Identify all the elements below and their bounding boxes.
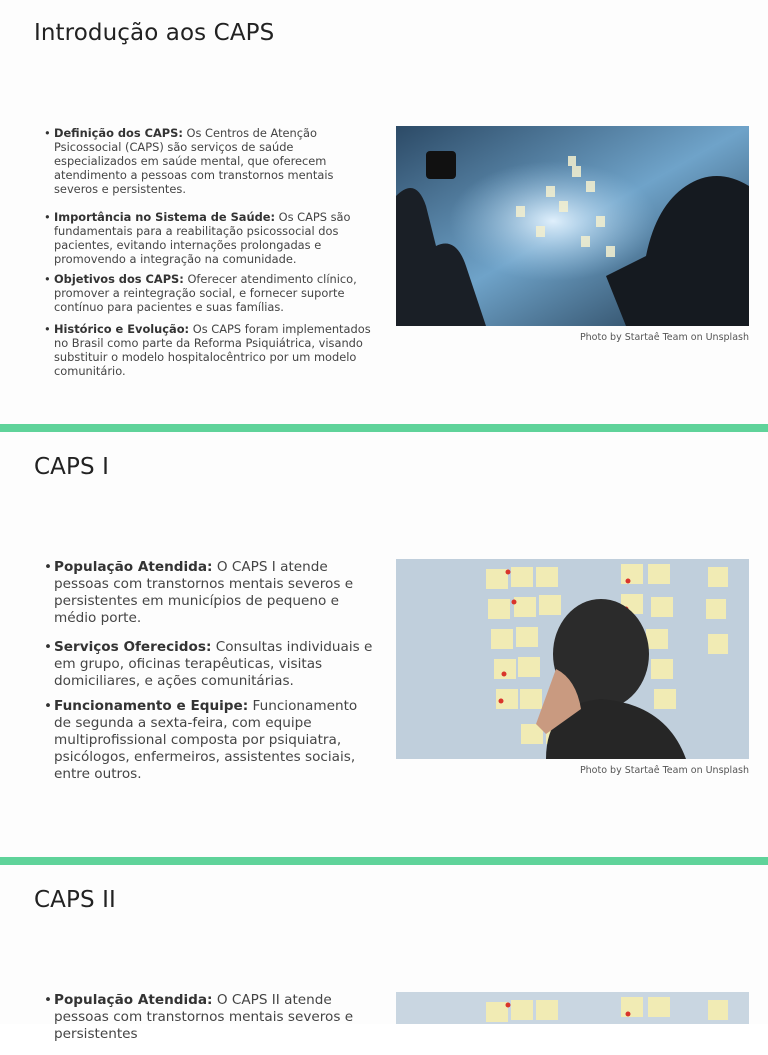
- bullet-text: Os CAPS foram implementados no Brasil como parte da Reforma Psiquiátrica, visando substituir o modelo hospitalocêntrico por um modelo comunitário.: [54, 322, 371, 378]
- photo-man-sticky-notes: [396, 992, 749, 1024]
- photo-image: [396, 559, 749, 759]
- bullet-label: Importância no Sistema de Saúde:: [54, 210, 276, 224]
- bullet-label: Objetivos dos CAPS:: [54, 272, 184, 286]
- slide-caps-ii: [0, 865, 768, 1042]
- photo-credit: Photo by Startaê Team on Unsplash: [579, 765, 749, 776]
- photo-credit: Photo by Startaê Team on Unsplash: [579, 332, 749, 343]
- bullet-text: O CAPS I atende pessoas com transtornos mentais severos e persistentes em municípios de pequeno e médio porte.: [54, 559, 354, 626]
- slide-introducao: [0, 0, 768, 424]
- list-item: [44, 322, 374, 378]
- slide-divider: [0, 857, 768, 865]
- list-item: [44, 559, 374, 627]
- photo-man-sticky-notes: [396, 559, 749, 759]
- bullet-text: Funcionamento de segunda a sexta-feira, com equipe multiprofissional composta por psiquiatra, psicólogos, enfermeiros, assistentes sociais, entre outros.: [54, 698, 358, 782]
- photo-team-sticky-notes: [396, 126, 749, 326]
- list-item: [44, 992, 374, 1043]
- slide-title: CAPS I: [34, 454, 109, 480]
- bullet-label: Definição dos CAPS:: [54, 126, 183, 140]
- bullet-list: [44, 126, 374, 392]
- list-item: [44, 126, 374, 196]
- bullet-label: População Atendida:: [54, 992, 213, 1008]
- photo-image: [396, 126, 749, 326]
- bullet-label: População Atendida:: [54, 559, 213, 575]
- list-item: [44, 272, 374, 314]
- bullet-text: Os Centros de Atenção Psicossocial (CAPS) são serviços de saúde especializados em saúde mental, que oferecem atendimento a pessoas com transtornos mentais severos e persistentes.: [54, 126, 334, 196]
- slide-caps-i: [0, 432, 768, 857]
- bullet-list: [44, 992, 374, 1055]
- list-item: [44, 698, 374, 783]
- list-item: [44, 210, 374, 266]
- list-item: [44, 639, 374, 690]
- slide-divider: [0, 424, 768, 432]
- bullet-label: Serviços Oferecidos:: [54, 639, 212, 655]
- bullet-label: Histórico e Evolução:: [54, 322, 190, 336]
- bullet-text: Consultas individuais e em grupo, oficinas terapêuticas, visitas domiciliares, e ações comunitárias.: [54, 639, 373, 689]
- slide-title: Introdução aos CAPS: [34, 20, 275, 46]
- slide-title: CAPS II: [34, 887, 116, 913]
- bullet-list: [44, 559, 374, 795]
- bullet-text: Os CAPS são fundamentais para a reabilitação psicossocial dos pacientes, evitando internações prolongadas e promovendo a integração na comunidade.: [54, 210, 351, 266]
- bullet-text: O CAPS II atende pessoas com transtornos mentais severos e persistentes: [54, 992, 354, 1042]
- bullet-label: Funcionamento e Equipe:: [54, 698, 249, 714]
- photo-image: [396, 992, 749, 1024]
- bullet-text: Oferecer atendimento clínico, promover a reintegração social, e fornecer suporte contínuo para pacientes e suas famílias.: [54, 272, 357, 314]
